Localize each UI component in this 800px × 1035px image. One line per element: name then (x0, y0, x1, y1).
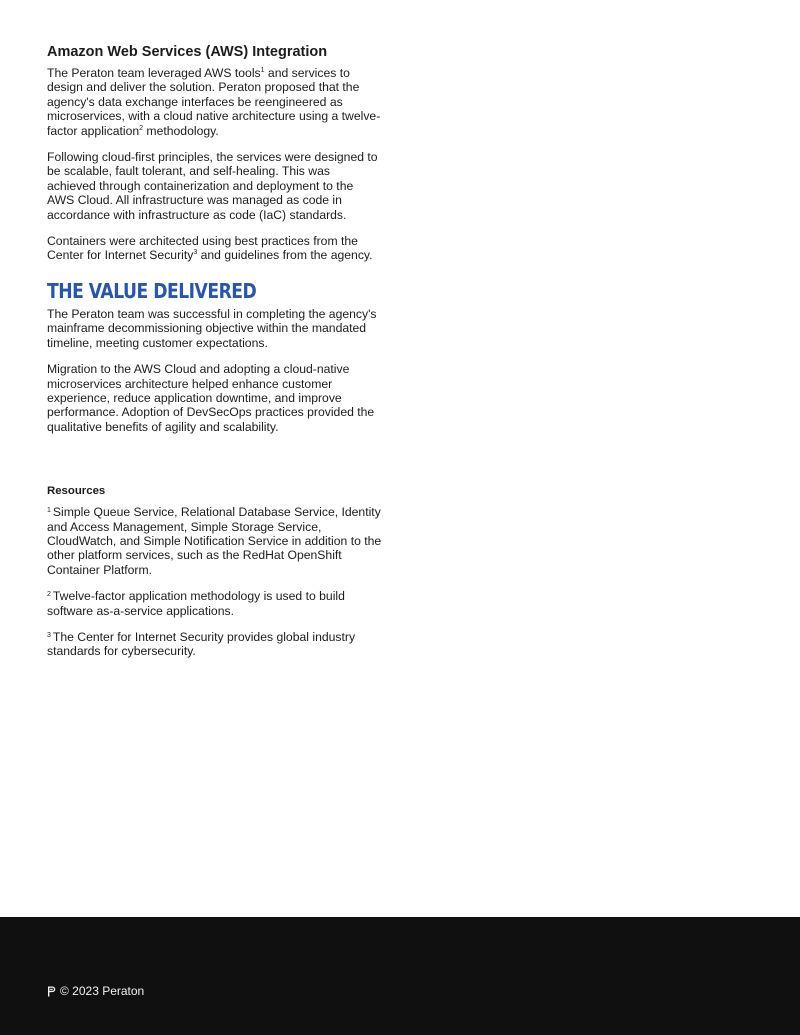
aws-paragraph-3 (47, 234, 382, 263)
footnote-ref-3: 3 (193, 249, 198, 257)
page-footer (0, 917, 800, 1035)
main-column (47, 43, 382, 671)
footnote-text: Simple Queue Service, Relational Database Service, Identity and Access Management, Simple Storage Service, CloudWatch, and Simple Notification Service in addition to the other platform services, such as the RedHat OpenShift Container Platform. (47, 505, 382, 577)
footnote-1 (47, 505, 382, 577)
aws-p1-text-a: The Peraton team leveraged AWS tools (47, 66, 261, 80)
aws-paragraph-1 (47, 66, 382, 138)
footnote-text: Twelve-factor application methodology is used to build software as-a-service applications. (47, 589, 345, 618)
value-paragraph-1: The Peraton team was successful in completing the agency's mainframe decommissioning objective within the mandated timeline, meeting customer expectations. (47, 306, 377, 350)
aws-p1-text-b: and services to design and deliver the solution. Peraton proposed that the agency's data exchange interfaces be reengineered as microservices, with a cloud native architecture using a twelve-factor application (47, 66, 381, 138)
aws-heading: Amazon Web Services (AWS) Integration (47, 44, 328, 60)
footnote-ref-1: 1 (260, 67, 265, 74)
aws-p3-text-a: Containers were architected using best practices from the Center for Internet Security (47, 234, 358, 263)
footnote-2 (47, 589, 382, 618)
aws-p3-text-b: and guidelines from the agency. (197, 248, 373, 263)
footnote-number: 2 (47, 591, 51, 599)
footnote-number: 3 (47, 631, 51, 639)
peraton-logo-icon (47, 986, 56, 997)
aws-p1-text-c: methodology. (143, 123, 219, 138)
footnote-3 (47, 630, 382, 659)
footnote-ref-2: 2 (139, 124, 144, 132)
aws-paragraph-2: Following cloud-first principles, the services were designed to be scalable, fault tolerant, and self-healing. This was achieved through containerization and deployment to the AWS Cloud. All infrastructure was managed as code in accordance with infrastructure as code (IaC) standards. (47, 150, 378, 222)
resources-heading: Resources (47, 485, 106, 498)
copyright-text: © 2023 Peraton (60, 984, 145, 998)
value-delivered-title: THE VALUE DELIVERED (47, 278, 257, 303)
footnote-text: The Center for Internet Security provides global industry standards for cybersecurity. (47, 629, 356, 659)
value-paragraph-2: Migration to the AWS Cloud and adopting a cloud-native microservices architecture helped enhance customer experience, reduce application downtime, and improve performance. Adoption of DevSecOps practices provided the qualitative benefits of agility and scalability. (47, 362, 375, 434)
footer-copyright (47, 984, 144, 998)
footnote-number: 1 (47, 507, 51, 515)
